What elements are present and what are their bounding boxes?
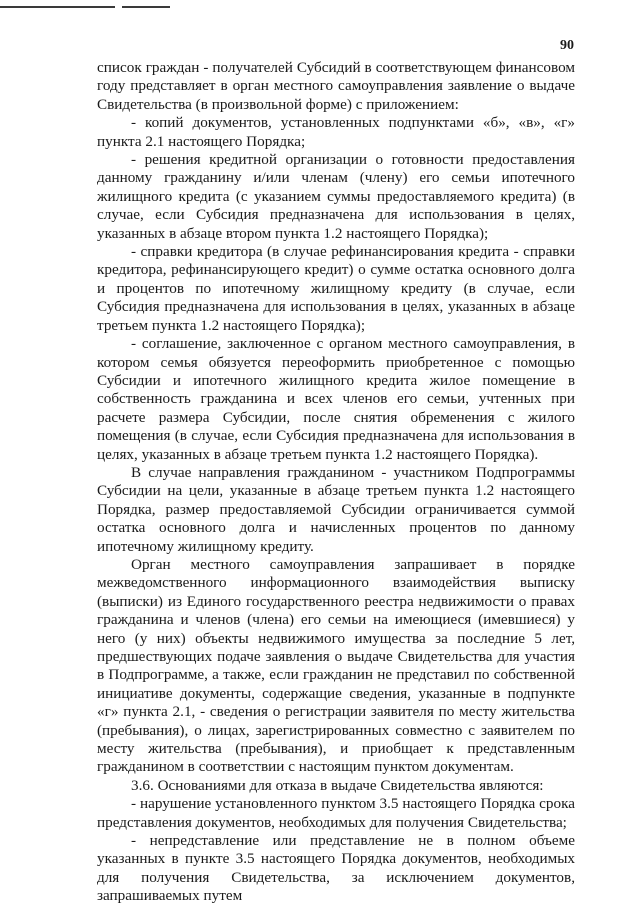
paragraph: - решения кредитной организации о готовности предоставления данному гражданину и/или членам (члену) его семьи ипотечного жилищного кредита (с указанием суммы предоставляемого кредита) (в случае, если Субсидия предназначена для использования в целях, указанных в абзаце втором пункта 1.2 настоящего Порядка); — [97, 151, 575, 242]
paragraph: - справки кредитора (в случае рефинансирования кредита - справки кредитора, рефинансирующего кредит) о сумме остатка основного долга и процентов по ипотечному жилищному кредиту (в случае, если Субсидия предназначена для использования в целях, указанных в абзаце третьем пункта 1.2 настоящего Порядка); — [97, 243, 575, 334]
paragraph: В случае направления гражданином - участником Подпрограммы Субсидии на цели, указанные в абзаце третьем пункта 1.2 настоящего Порядка, размер предоставляемой Субсидии ограничивается суммой остатка основного долга и начисленных процентов по данному ипотечному жилищному кредиту. — [97, 463, 575, 555]
paragraph: - соглашение, заключенное с органом местного самоуправления, в котором семья обязуется переоформить приобретенное с помощью Субсидии и ипотечного жилищного кредита жилое помещение в собственность гражданина и всех членов его семьи, учтенных при расчете размера Субсидии, после снятия обременения с жилого помещения (в случае, если Субсидия предназначена для использования в целях, указанных в абзаце третьем пункта 1.2 настоящего Порядка). — [97, 335, 575, 463]
top-rule — [0, 6, 640, 12]
paragraph: - непредставление или представление не в полном объеме указанных в пункте 3.5 настоящего Порядка документов, необходимых для получения Свидетельства, за исключением документов, запрашиваемых путем — [97, 832, 575, 905]
document-body — [97, 59, 575, 906]
page-number: 90 — [560, 38, 574, 53]
paragraph: Орган местного самоуправления запрашивает в порядке межведомственного информационного взаимодействия выписку (выписки) из Единого государственного реестра недвижимости о правах гражданина и членов (члена) его семьи на имеющиеся (имевшиеся) у него (у них) объекты недвижимого имущества за последние 5 лет, предшествующих подаче заявления о выдаче Свидетельства для участия в Подпрограмме, а также, если гражданин не представил по собственной инициативе документы, содержащие сведения, указанные в подпункте «г» пункта 2.1, - сведения о регистрации заявителя по месту жительства (пребывания), о лицах, зарегистрированных совместно с заявителем по месту жительства (пребывания), и приобщает к представленным гражданином в соответствии с настоящим пунктом документам. — [97, 555, 575, 776]
paragraph: список граждан - получателей Субсидий в соответствующем финансовом году представляет в орган местного самоуправления заявление о выдаче Свидетельства (в произвольной форме) с приложением: — [97, 59, 575, 113]
paragraph: 3.6. Основаниями для отказа в выдаче Свидетельства являются: — [131, 776, 544, 794]
paragraph: - нарушение установленного пунктом 3.5 настоящего Порядка срока представления документов, необходимых для получения Свидетельства; — [97, 795, 575, 831]
paragraph: - копий документов, установленных подпунктами «б», «в», «г» пункта 2.1 настоящего Порядка; — [97, 114, 575, 150]
